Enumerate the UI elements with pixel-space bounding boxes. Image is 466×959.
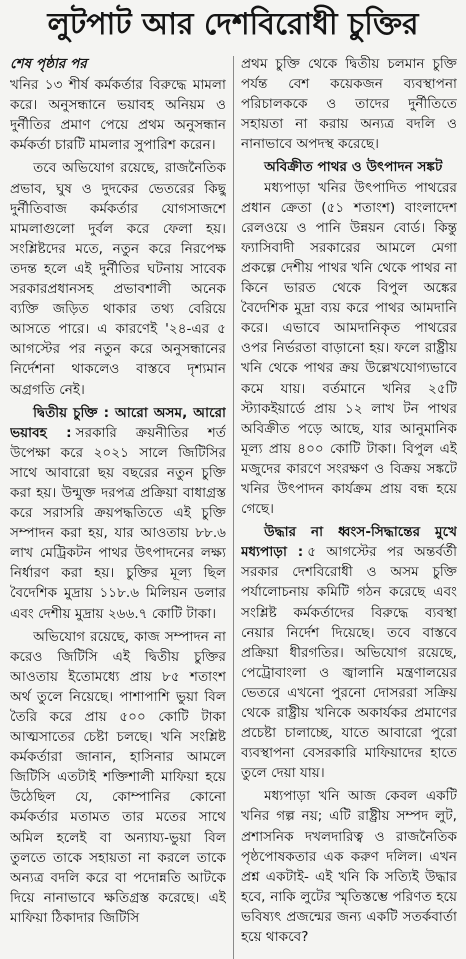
rescue-or-ruin-body: ৫ আগস্টের পর অন্তর্বর্তী সরকার দেশবিরোধী ও অসম চুক্তি পর্যালোচনায় কমিটি গঠন করেছে এবং সংশ্লিষ্ট কর্মকর্তাদের বিরুদ্ধে ব্যবস্থা নেয়ার নির্দেশ দিয়েছে। তবে বাস্তবে প্রক্রিয়া ধীরগতির। অভিযোগ রয়েছে, পেট্রোবাংলা ও জ্বালানি মন্ত্রণালয়ের ভেতরে এখনো পুরনো দোসররা সক্রিয় থেকে রাষ্ট্রীয় খনিকে অকার্যকর প্রমাণের প্রচেষ্টা চালাচ্ছে, যাতে আবারো পুরো ব্যবস্থাপনা বেসরকারি মাফিয়াদের হাতে তুলে দেয়া যায়। xyxy=(241,544,457,782)
left-paragraph-1: খনির ১৩ শীর্ষ কর্মকর্তার বিরুদ্ধে মামলা করে। অনুসন্ধানে ভয়াবহ অনিয়ম ও দুর্নীতির প্রমাণ পেয়ে প্রথম অনুসন্ধান কর্মকর্তা চারটি মামলার সুপারিশ করেন। xyxy=(10,77,226,154)
unsold-stone-subheading: অবিক্রীত পাথর ও উৎপাদন সঙ্কট xyxy=(264,159,443,176)
left-paragraph-4: অভিযোগ রয়েছে, কাজ সম্পাদন না করেও জিটিসি এই দ্বিতীয় চুক্তির আওতায় ইতোমধ্যে প্রায় ৮৫ শতাংশ অর্থ তুলে নিয়েছে। পাশাপাশি ভুয়া বিল তৈরি করে প্রায় ৫০০ কোটি টাকা আত্মসাতের চেষ্টা চলছে। খনি সংশ্লিষ্ট কর্মকর্তারা জানান, হাসিনার আমলে জিটিসি এতটাই শক্তিশালী মাফিয়া হয়ে উঠেছিল যে, কোম্পানির কোনো কর্মকর্তার মতামত তার মতের সাথে অমিল হলেই বা অন্যায্য-ভুয়া বিল তুলতে তাকে সহায়তা না করলে তাকে অন্যত্র বদলি করে বা পদোন্নতি আটকে দিয়ে নানাভাবে ক্ষতিগ্রস্ত করেছে। এই মাফিয়া ঠিকাদার জিটিসি xyxy=(10,628,226,926)
right-paragraph-4: মধ্যপাড়া খনি আজ কেবল একটি খনির গল্প নয়; এটি রাষ্ট্রীয় সম্পদ লুট, প্রশাসনিক দখলদারিত্ব ও রাজনৈতিক পৃষ্ঠপোষকতার এক করুণ দলিল। এখন প্রশ্ন একটাই- এই খনি কি সত্যিই উদ্ধার হবে, নাকি লুটের স্মৃতিস্তম্ভে পরিণত হয়ে ভবিষ্যৎ প্রজন্মের জন্য একটি সতর্কবার্তা হয়ে থাকবে? xyxy=(241,788,457,946)
right-paragraph-1: প্রথম চুক্তি থেকে দ্বিতীয় চলমান চুক্তি পর্যন্ত বেশ কয়েকজন ব্যবস্থাপনা পরিচালককে ও তাদের দুর্নীতিতে সহায়তা না করায় অন্যত্র বদলি ও নানাভাবে অপদস্থ করেছে। xyxy=(241,56,457,153)
left-paragraph-3 xyxy=(10,403,226,624)
column-divider xyxy=(233,56,234,959)
second-contract-heading: দ্বিতীয় চুক্তি : আরো অসম, আরো ভয়াবহ : xyxy=(10,404,226,441)
right-paragraph-2: মধ্যপাড়া খনির উৎপাদিত পাথরের প্রধান ক্রেতা (৫১ শতাংশ) বাংলাদেশ রেলওয়ে ও পানি উন্নয়ন বোর্ড। কিন্তু ফ্যাসিবাদী সরকারের আমলে মেগা প্রকল্পে দেশীয় পাথর খনি থেকে পাথর না কিনে ভারত থেকে বিপুল অঙ্কের বৈদেশিক মুদ্রা ব্যয় করে পাথর আমদানি করে। এভাবে আমদানিকৃত পাথরের ওপর নির্ভরতা বাড়ানো হয়। ফলে রাষ্ট্রীয় খনি থেকে পাথর ক্রয় উল্লেখযোগ্যভাবে কমে যায়। বর্তমানে খনির ২৫টি স্ট্যাকইয়ার্ডে প্রায় ১২ লাখ টন পাথর অবিক্রীত পড়ে আছে, যার আনুমানিক মূল্য প্রায় ৪০০ কোটি টাকা। বিপুল এই মজুদের কারণে সংরক্ষণ ও বিক্রয় সঙ্কটে খনির উৎপাদন কার্যক্রম প্রায় বন্ধ হয়ে গেছে। xyxy=(241,179,457,518)
left-column xyxy=(10,54,226,953)
continued-from-label: শেষ পৃষ্ঠার পর xyxy=(10,56,87,72)
second-contract-body: সরকারি ক্রয়নীতির শর্ত উপেক্ষা করে ২০২১ সালে জিটিসির সাথে আবারো ছয় বছরের নতুন চুক্তি করা হয়। উন্মুক্ত দরপত্র প্রক্রিয়া বাধাগ্রস্ত করে সরাসরি ক্রয়পদ্ধতিতে এই চুক্তি সম্পাদন করা হয়, যার আওতায় ৮৮.৬ লাখ মেট্রিকটন পাথর উৎপাদনের লক্ষ্য নির্ধারণ করা হয়। চুক্তির মূল্য ছিল বৈদেশিক মুদ্রায় ১১৮.৬ মিলিয়ন ডলার এবং দেশীয় মুদ্রায় ২৬৬.৭ কোটি টাকা। xyxy=(10,424,226,622)
rescue-or-ruin-heading: উদ্ধার না ধ্বংস-সিদ্ধান্তের মুখে মধ্যপাড়া : xyxy=(241,524,457,561)
left-paragraph-2: তবে অভিযোগ রয়েছে, রাজনৈতিক প্রভাব, ঘুষ ও দুদকের ভেতরের কিছু দুর্নীতিবাজ কর্মকর্তার যোগসাজশে মামলাগুলো দুর্বল করে ফেলা হয়। সংশ্লিষ্টদের মতে, নতুন করে নিরপেক্ষ তদন্ত হলে এই দুর্নীতির ঘটনায় সাবেক সরকারপ্রধানসহ প্রভাবশালী অনেক ব্যক্তি জড়িত থাকার তথ্য বেরিয়ে আসতে পারে। এ কারণেই '২৪-এর ৫ আগস্টের পর নতুন করে অনুসন্ধানের নির্দেশনা থাকলেও বাস্তবে দৃশ্যমান অগ্রগতি নেই। xyxy=(10,160,226,398)
right-column xyxy=(241,54,457,953)
right-paragraph-3 xyxy=(241,522,457,783)
headline: লুটপাট আর দেশবিরোধী চুক্তির xyxy=(47,7,419,42)
